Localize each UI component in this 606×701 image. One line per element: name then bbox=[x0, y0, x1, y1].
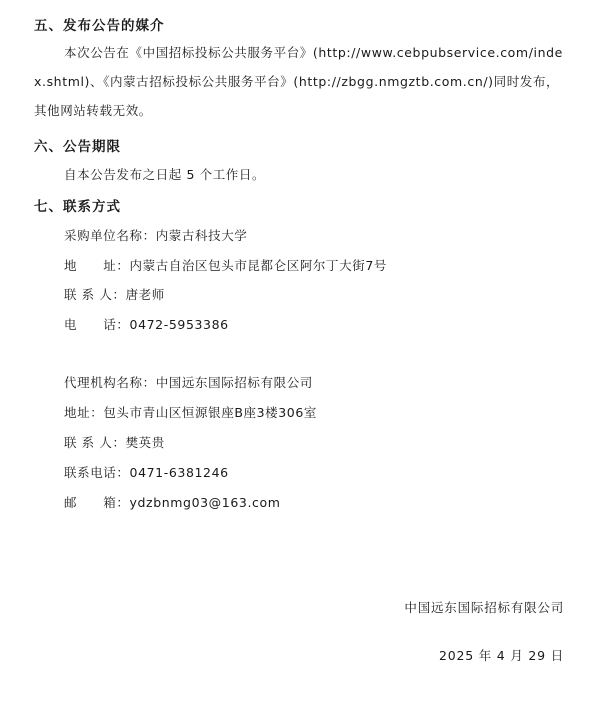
section-heading-period: 六、公告期限 bbox=[34, 139, 121, 155]
section-heading-media: 五、发布公告的媒介 bbox=[34, 18, 165, 34]
agency-contact-label: 联 系 人： bbox=[64, 435, 126, 450]
agency-phone: 0471-6381246 bbox=[129, 465, 229, 480]
purchaser-phone: 0472-5953386 bbox=[129, 317, 229, 332]
purchaser-contact-row bbox=[64, 285, 165, 303]
agency-email-row bbox=[64, 493, 281, 511]
purchaser-address-label: 地 址： bbox=[64, 258, 130, 273]
purchaser-address: 内蒙古自治区包头市昆都仑区阿尔丁大街7号 bbox=[129, 258, 387, 273]
issuer-name: 中国远东国际招标有限公司 bbox=[404, 600, 564, 615]
agency-email: ydzbnmg03@163.com bbox=[129, 495, 281, 510]
section-heading-contact: 七、联系方式 bbox=[34, 199, 121, 215]
period-text: 自本公告发布之日起 5 个工作日。 bbox=[64, 167, 266, 182]
media-paragraph: 本次公告在《中国招标投标公共服务平台》(http://www.cebpubservice.com/index.shtml)、《内蒙古招标投标公共服务平台》(http://zbgg.nmgztb.com.cn/)同时发布，其他网站转载无效。 bbox=[34, 45, 563, 118]
purchaser-name-label: 采购单位名称： bbox=[64, 228, 156, 243]
purchaser-address-row bbox=[64, 256, 387, 274]
agency-phone-label: 联系电话： bbox=[64, 465, 130, 480]
issue-date: 2025 年 4 月 29 日 bbox=[438, 648, 564, 663]
agency-contact: 樊英贵 bbox=[125, 435, 165, 450]
agency-address: 包头市青山区恒源银座B座3楼306室 bbox=[103, 405, 317, 420]
agency-contact-row bbox=[64, 433, 165, 451]
agency-name-label: 代理机构名称： bbox=[64, 375, 156, 390]
purchaser-contact-label: 联 系 人： bbox=[64, 287, 126, 302]
agency-name-row bbox=[64, 373, 313, 391]
purchaser-phone-row bbox=[64, 315, 229, 333]
purchaser-contact: 唐老师 bbox=[125, 287, 165, 302]
purchaser-phone-label: 电 话： bbox=[64, 317, 130, 332]
agency-address-label: 地址： bbox=[64, 405, 104, 420]
agency-phone-row bbox=[64, 463, 229, 481]
purchaser-name-row bbox=[64, 226, 247, 244]
purchaser-name: 内蒙古科技大学 bbox=[155, 228, 248, 243]
agency-address-row bbox=[64, 403, 317, 421]
agency-name: 中国远东国际招标有限公司 bbox=[155, 375, 313, 390]
agency-email-label: 邮 箱： bbox=[64, 495, 130, 510]
